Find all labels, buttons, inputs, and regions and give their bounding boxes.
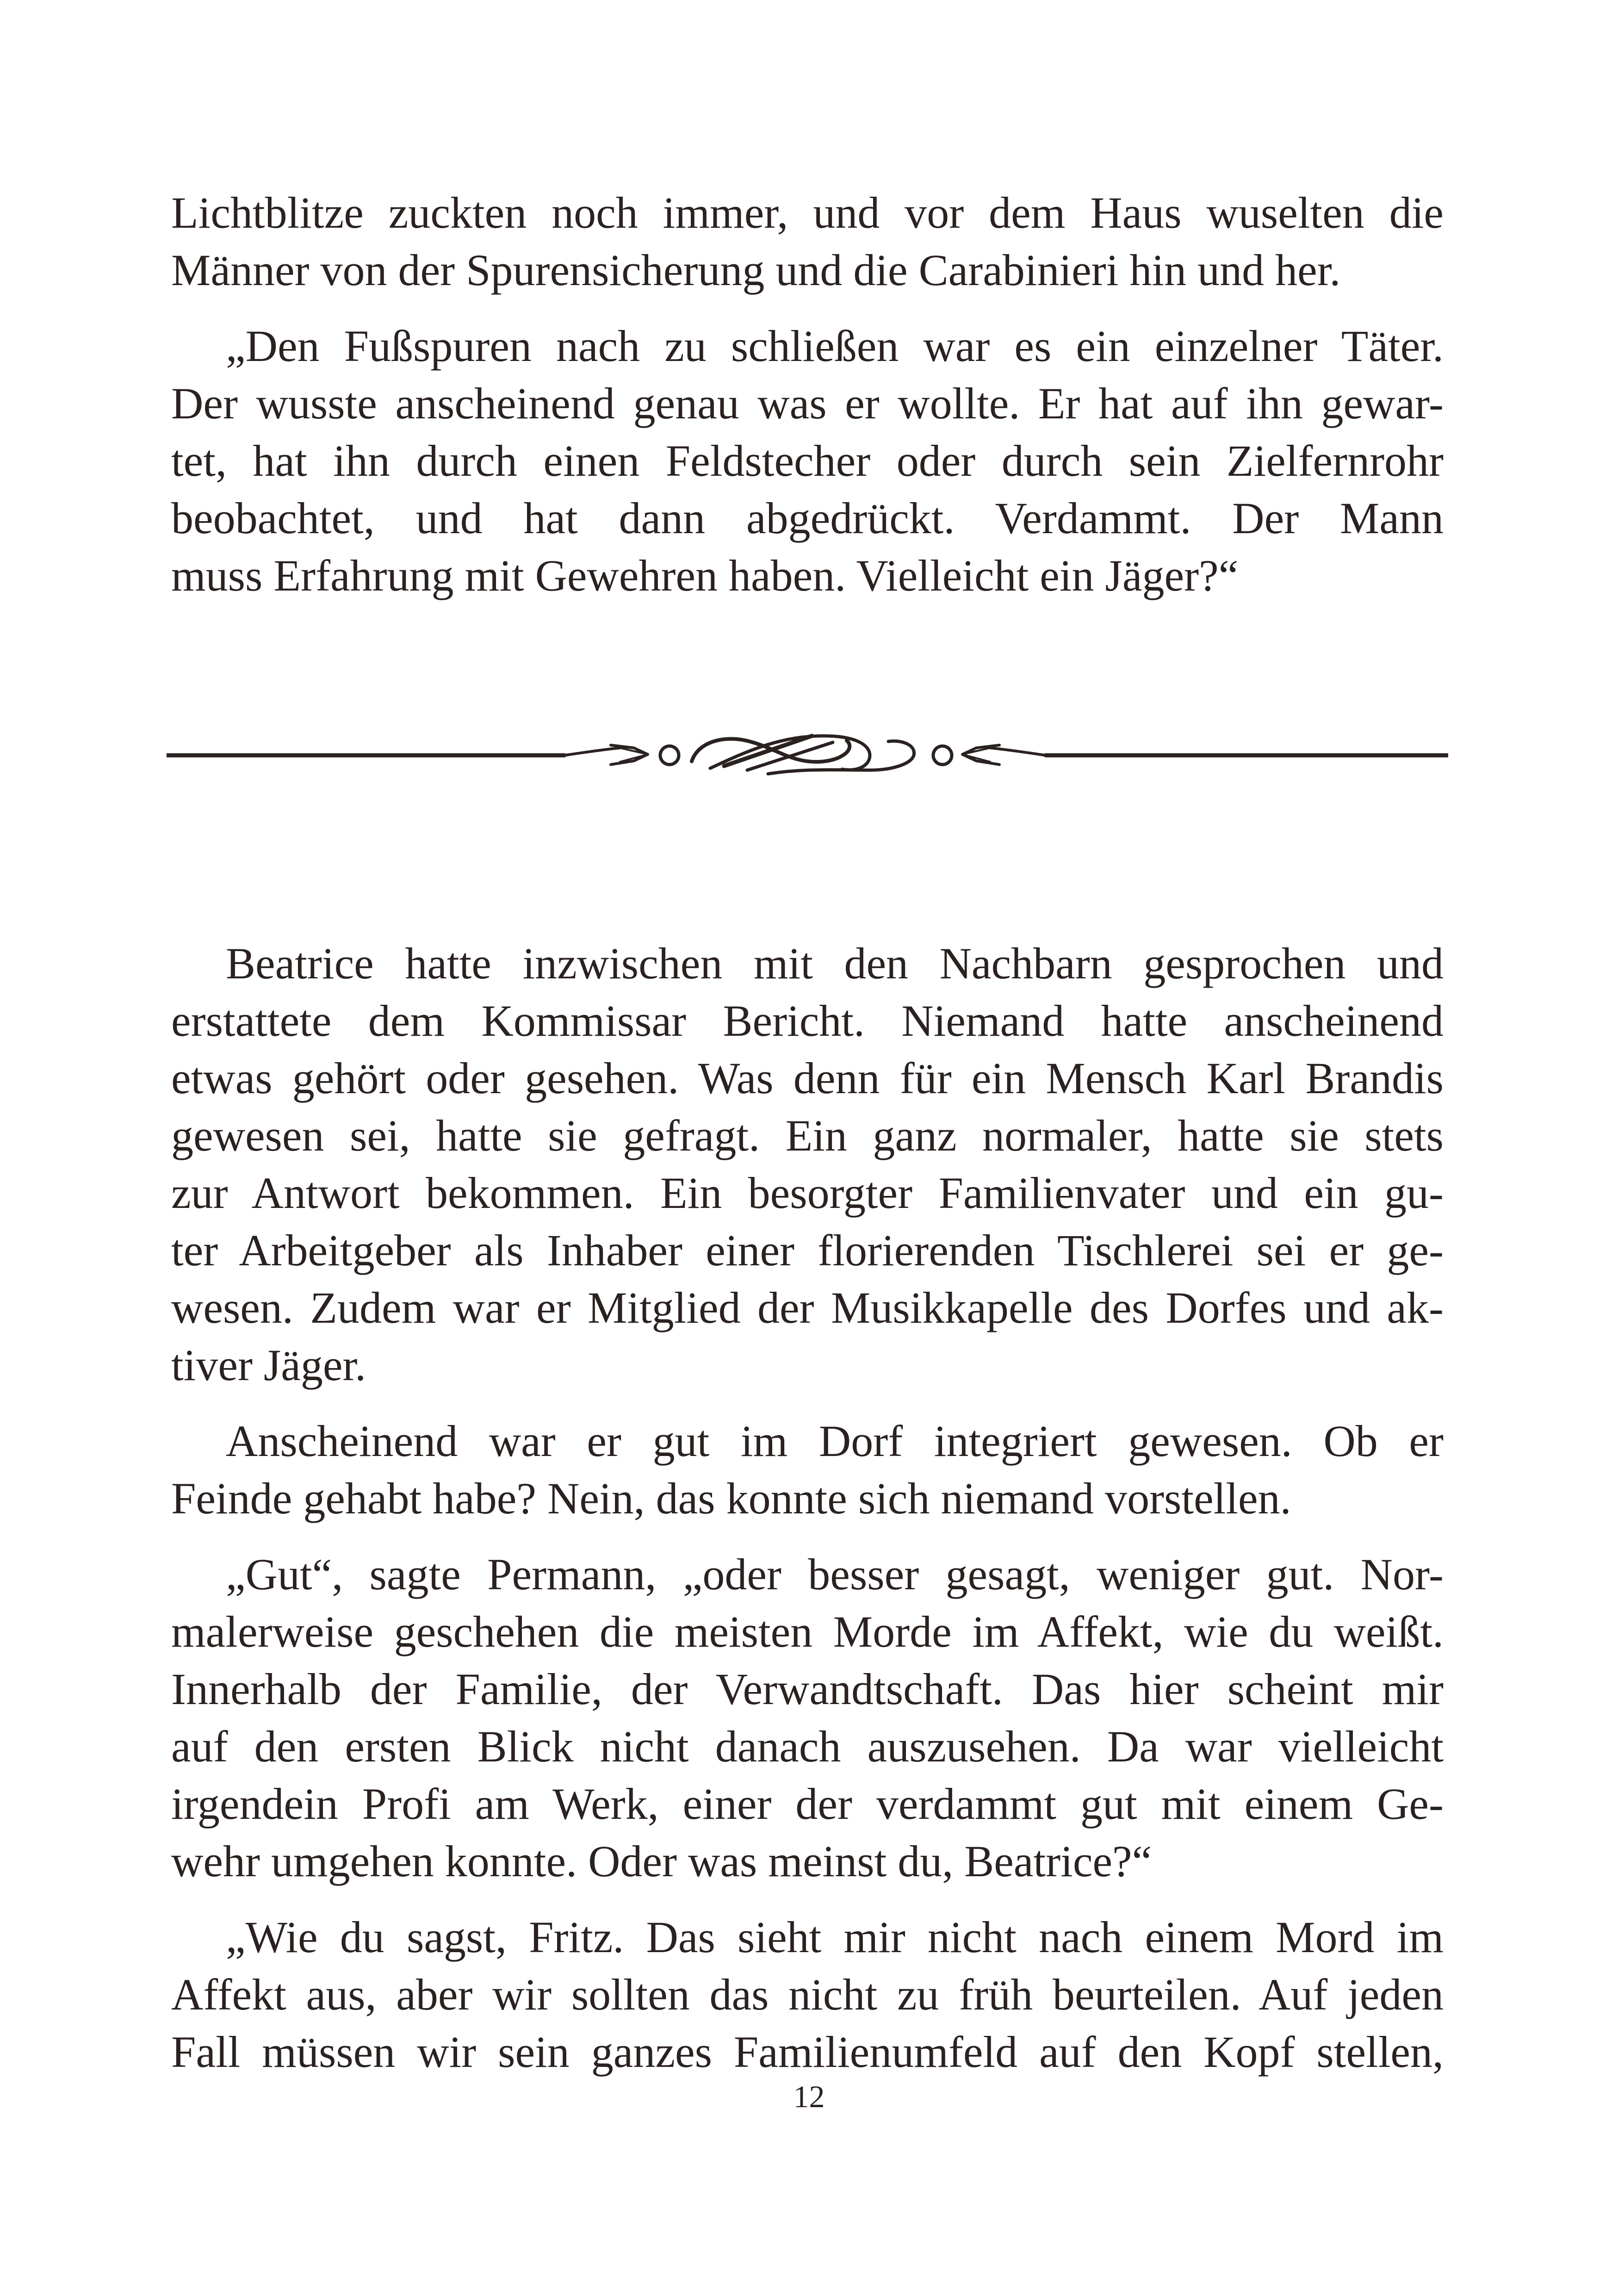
text-line: wehr umgehen konnte. Oder was meinst du, Beatrice?“	[171, 1836, 1152, 1886]
paragraph	[171, 1546, 1444, 1890]
text-section-two	[171, 935, 1444, 2081]
text-line: muss Erfahrung mit Gewehren haben. Vielleicht ein Jäger?“	[171, 551, 1239, 600]
text-section-one	[171, 184, 1444, 604]
text-line: auf den ersten Blick nicht danach auszusehen. Da war vielleicht	[171, 1722, 1444, 1771]
text-line: etwas gehört oder gesehen. Was denn für ein Mensch Karl Brandis	[171, 1053, 1444, 1103]
text-line: Feinde gehabt habe? Nein, das konnte sich niemand vorstellen.	[171, 1474, 1291, 1523]
flourish-divider-icon	[167, 722, 1448, 787]
text-line: erstattete dem Kommissar Bericht. Niemand hatte anscheinend	[171, 996, 1444, 1045]
text-line: „Den Fußspuren nach zu schließen war es ein einzelner Täter.	[226, 321, 1444, 371]
text-line: gewesen sei, hatte sie gefragt. Ein ganz normaler, hatte sie stets	[171, 1111, 1444, 1160]
text-line: „Wie du sagst, Fritz. Das sieht mir nicht nach einem Mord im	[226, 1912, 1444, 1962]
page-number: 12	[793, 2079, 825, 2114]
paragraph	[171, 317, 1444, 604]
text-line: Anscheinend war er gut im Dorf integriert gewesen. Ob er	[226, 1416, 1444, 1466]
text-line: Fall müssen wir sein ganzes Familienumfeld auf den Kopf stellen,	[171, 2027, 1444, 2077]
text-line: malerweise geschehen die meisten Morde im Affekt, wie du weißt.	[171, 1607, 1444, 1656]
text-line: Lichtblitze zuckten noch immer, und vor dem Haus wuselten die	[171, 188, 1444, 237]
text-line: beobachtet, und hat dann abgedrückt. Verdammt. Der Mann	[171, 493, 1444, 543]
text-line: wesen. Zudem war er Mitglied der Musikkapelle des Dorfes und ak-	[171, 1283, 1444, 1332]
paragraph	[171, 935, 1444, 1394]
text-line: Innerhalb der Familie, der Verwandtschaft. Das hier scheint mir	[171, 1664, 1444, 1714]
text-line: zur Antwort bekommen. Ein besorgter Familienvater und ein gu-	[171, 1168, 1444, 1218]
text-line: Beatrice hatte inzwischen mit den Nachbarn gesprochen und	[226, 939, 1444, 988]
text-line: Männer von der Spurensicherung und die Carabinieri hin und her.	[171, 245, 1341, 295]
text-line: „Gut“, sagte Permann, „oder besser gesagt, weniger gut. Nor-	[226, 1549, 1444, 1599]
text-line: Affekt aus, aber wir sollten das nicht zu früh beurteilen. Auf jeden	[171, 1970, 1444, 2019]
paragraph	[171, 1412, 1444, 1527]
text-line: tiver Jäger.	[171, 1340, 366, 1390]
text-line: ter Arbeitgeber als Inhaber einer florierenden Tischlerei sei er ge-	[171, 1226, 1444, 1275]
text-line: Der wusste anscheinend genau was er wollte. Er hat auf ihn gewar-	[171, 379, 1444, 428]
text-line: irgendein Profi am Werk, einer der verdammt gut mit einem Ge-	[171, 1779, 1444, 1829]
text-line: tet, hat ihn durch einen Feldstecher oder durch sein Zielfernrohr	[171, 436, 1444, 485]
paragraph	[171, 184, 1444, 299]
paragraph	[171, 1909, 1444, 2081]
